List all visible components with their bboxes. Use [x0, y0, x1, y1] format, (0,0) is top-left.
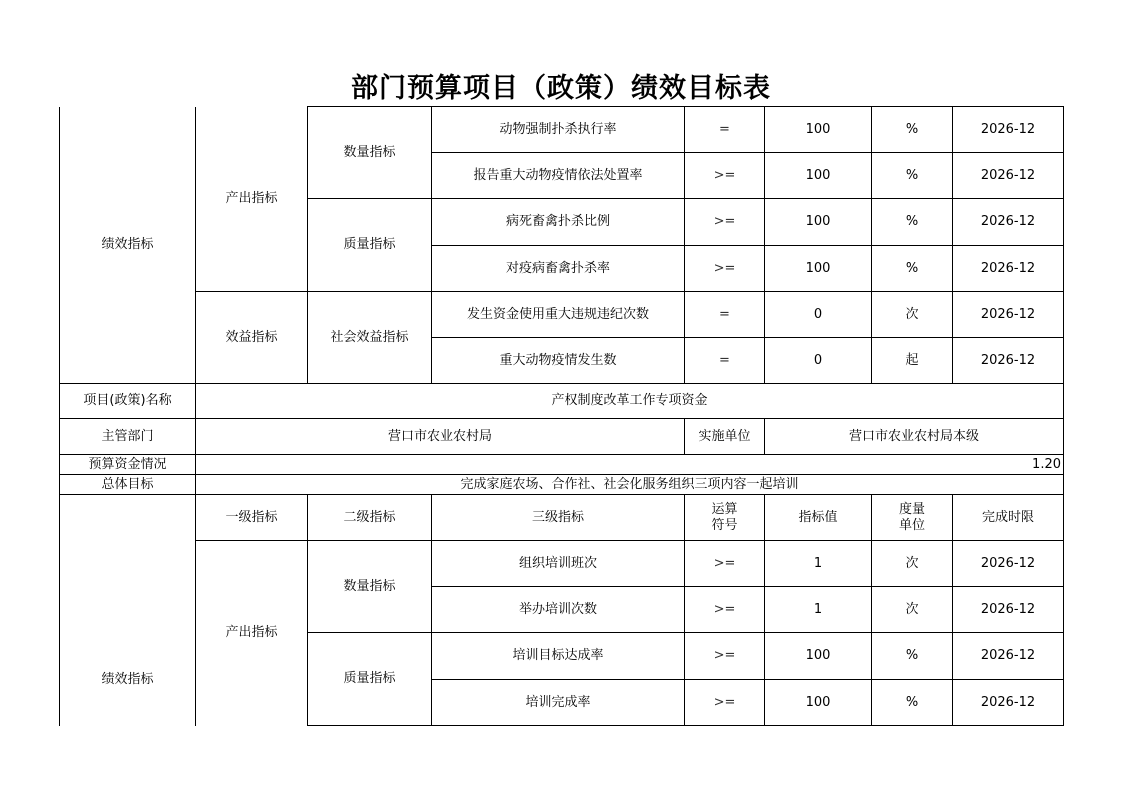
unit: 次: [872, 541, 953, 587]
operator: >=: [685, 541, 765, 587]
unit: 次: [872, 292, 953, 338]
table-row: [60, 475, 1064, 495]
lower-perf-label: 绩效指标: [60, 495, 196, 726]
indicator-value: 0: [765, 292, 872, 338]
indicator-name: 重大动物疫情发生数: [432, 338, 685, 384]
indicator-name: 培训完成率: [432, 680, 685, 726]
table-row: [60, 455, 1064, 475]
deadline: 2026-12: [953, 541, 1064, 587]
header-unit-line1: 度量: [898, 501, 925, 517]
indicator-name: 培训目标达成率: [432, 633, 685, 680]
unit: %: [872, 680, 953, 726]
operator: =: [685, 292, 765, 338]
project-name-label: 项目(政策)名称: [60, 384, 196, 419]
upper-output-label: 产出指标: [196, 107, 308, 292]
impl-label: 实施单位: [685, 419, 765, 455]
indicator-value: 100: [765, 246, 872, 292]
unit: %: [872, 246, 953, 292]
indicator-name: 组织培训班次: [432, 541, 685, 587]
dept-label: 主管部门: [60, 419, 196, 455]
deadline: 2026-12: [953, 153, 1064, 199]
deadline: 2026-12: [953, 246, 1064, 292]
header-value: 指标值: [765, 495, 872, 541]
operator: >=: [685, 587, 765, 633]
indicator-name: 发生资金使用重大违规违纪次数: [432, 292, 685, 338]
goal-value: 完成家庭农场、合作社、社会化服务组织三项内容一起培训: [196, 475, 1064, 495]
indicator-value: 100: [765, 680, 872, 726]
deadline: 2026-12: [953, 587, 1064, 633]
table-header-row: [60, 495, 1064, 541]
impl-value: 营口市农业农村局本级: [765, 419, 1064, 455]
deadline: 2026-12: [953, 338, 1064, 384]
operator: =: [685, 107, 765, 153]
header-operator: [685, 495, 765, 541]
table-row: [60, 541, 1064, 587]
unit: 次: [872, 587, 953, 633]
operator: >=: [685, 633, 765, 680]
dept-value: 营口市农业农村局: [196, 419, 685, 455]
indicator-value: 1: [765, 541, 872, 587]
budget-value: 1.20: [196, 455, 1064, 475]
unit: 起: [872, 338, 953, 384]
header-level2: 二级指标: [308, 495, 432, 541]
unit: %: [872, 153, 953, 199]
indicator-name: 对疫病畜禽扑杀率: [432, 246, 685, 292]
goal-label: 总体目标: [60, 475, 196, 495]
deadline: 2026-12: [953, 199, 1064, 246]
upper-social-label: 社会效益指标: [308, 292, 432, 384]
table-row: [60, 292, 1064, 338]
indicator-value: 100: [765, 153, 872, 199]
indicator-value: 0: [765, 338, 872, 384]
budget-label: 预算资金情况: [60, 455, 196, 475]
header-unit: [872, 495, 953, 541]
page-title: 部门预算项目（政策）绩效目标表: [351, 73, 771, 104]
deadline: 2026-12: [953, 680, 1064, 726]
indicator-value: 100: [765, 199, 872, 246]
upper-quality-label: 质量指标: [308, 199, 432, 292]
header-level3: 三级指标: [432, 495, 685, 541]
deadline: 2026-12: [953, 107, 1064, 153]
header-operator-line2: 符号: [711, 517, 738, 533]
upper-quantity-label: 数量指标: [308, 107, 432, 199]
indicator-name: 病死畜禽扑杀比例: [432, 199, 685, 246]
indicator-name: 报告重大动物疫情依法处置率: [432, 153, 685, 199]
indicator-name: 动物强制扑杀执行率: [432, 107, 685, 153]
lower-output-label: 产出指标: [196, 541, 308, 726]
table-row: [60, 107, 1064, 153]
header-unit-line2: 单位: [898, 517, 925, 533]
project-name-value: 产权制度改革工作专项资金: [196, 384, 1064, 419]
upper-perf-label: 绩效指标: [60, 107, 196, 384]
header-deadline: 完成时限: [953, 495, 1064, 541]
lower-quality-label: 质量指标: [308, 633, 432, 726]
header-level1: 一级指标: [196, 495, 308, 541]
operator: >=: [685, 199, 765, 246]
indicator-value: 1: [765, 587, 872, 633]
indicator-name: 举办培训次数: [432, 587, 685, 633]
operator: =: [685, 338, 765, 384]
table-row: [60, 419, 1064, 455]
upper-benefit-label: 效益指标: [196, 292, 308, 384]
unit: %: [872, 199, 953, 246]
operator: >=: [685, 680, 765, 726]
unit: %: [872, 107, 953, 153]
lower-quantity-label: 数量指标: [308, 541, 432, 633]
unit: %: [872, 633, 953, 680]
deadline: 2026-12: [953, 633, 1064, 680]
header-operator-line1: 运算: [711, 501, 738, 517]
deadline: 2026-12: [953, 292, 1064, 338]
table-row: [60, 384, 1064, 419]
performance-table: [59, 106, 1064, 726]
indicator-value: 100: [765, 107, 872, 153]
operator: >=: [685, 246, 765, 292]
indicator-value: 100: [765, 633, 872, 680]
operator: >=: [685, 153, 765, 199]
